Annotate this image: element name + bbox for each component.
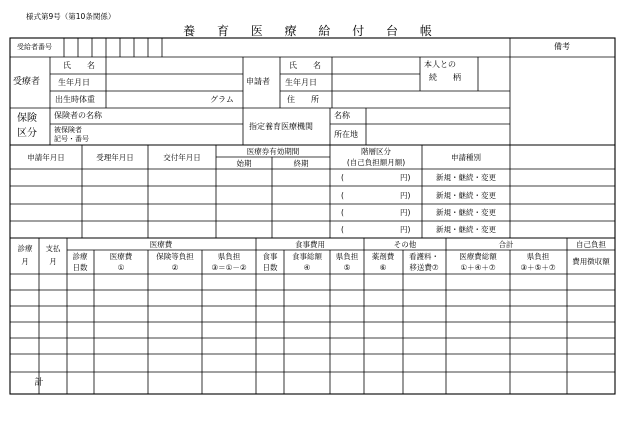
received-date-header: 受理年月日: [96, 153, 134, 162]
applicant-address-label: 住 所: [287, 95, 319, 104]
medical-cost-label-1: 医療費: [109, 252, 133, 261]
tier-header: 階層区分: [361, 147, 391, 156]
application-type-value: 新規・継続・変更: [436, 225, 496, 234]
total-prefecture-label-2: ③＋⑤＋⑦: [520, 263, 556, 272]
application-type-value: 新規・継続・変更: [436, 191, 496, 200]
nursing-cost-label-1: 看護料・: [409, 252, 439, 261]
medical-cost-label-2: ①: [117, 263, 125, 272]
relation-label-1: 本人との: [424, 60, 456, 69]
meal-days-label-2: 日数: [262, 263, 278, 272]
weight-unit: グラム: [210, 95, 234, 104]
insurance-label-1: 保険: [17, 113, 37, 124]
form-number: 様式第9号（第10条関係）: [26, 12, 116, 21]
tier-open-paren: (: [341, 191, 344, 200]
meal-cost-group: 食事費用: [295, 240, 325, 249]
payment-month-label-2: 月: [49, 257, 57, 266]
tier-unit: 円): [400, 191, 411, 200]
self-burden-group: 自己負担: [576, 240, 606, 249]
prefecture-burden-label-2: ③＝①－②: [211, 263, 247, 272]
tier-open-paren: (: [341, 208, 344, 217]
tier-unit: 円): [400, 173, 411, 182]
tier-unit: 円): [400, 225, 411, 234]
tier-unit: 円): [400, 208, 411, 217]
patient-birth-label: 生年月日: [58, 78, 90, 87]
drug-cost-label-2: ⑥: [379, 263, 387, 272]
patient-section-label: 受療者: [13, 77, 41, 87]
insured-label-2: 記号・番号: [54, 135, 89, 143]
insurance-label-2: 区分: [17, 128, 37, 139]
prefecture-burden-label-1: 県負担: [217, 252, 241, 261]
insurance-burden-label-2: ②: [171, 263, 179, 272]
total-medical-label-1: 医療費総額: [459, 252, 497, 261]
application-type-value: 新規・継続・変更: [436, 173, 496, 182]
recipient-number-label: 受給者番号: [17, 43, 52, 51]
medical-days-label-2: 日数: [72, 263, 88, 272]
validity-start-header: 始期: [236, 159, 252, 168]
tier-open-paren: (: [341, 173, 344, 182]
insured-label-1: 被保険者: [54, 126, 82, 134]
institution-name-label: 名称: [334, 111, 350, 120]
meal-total-label-2: ④: [303, 263, 311, 272]
tier-open-paren: (: [341, 225, 344, 234]
total-medical-label-2: ①＋④＋⑦: [460, 263, 496, 272]
application-type-header: 申請種別: [451, 153, 481, 162]
other-cost-group: その他: [393, 240, 417, 249]
total-group: 合計: [498, 240, 514, 249]
institution-label: 指定養育医療機関: [249, 122, 313, 131]
page-title: 養 育 医 療 給 付 台 帳: [183, 24, 441, 38]
issued-date-header: 交付年月日: [163, 153, 201, 162]
institution-location-label: 所在地: [334, 130, 358, 139]
total-prefecture-label-1: 県負担: [526, 252, 550, 261]
meal-days-label-1: 食事: [262, 252, 278, 261]
self-fee-label: 費用徴収額: [572, 257, 610, 266]
drug-cost-label-1: 薬剤費: [371, 252, 395, 261]
patient-weight-label: 出生時体重: [55, 95, 95, 104]
treatment-month-label-2: 月: [21, 257, 29, 266]
validity-header: 医療券有効期間: [246, 147, 300, 156]
applicant-section-label: 申請者: [246, 77, 270, 86]
medical-days-label-1: 診療: [72, 252, 88, 261]
insurance-burden-label-1: 保険等負担: [156, 252, 194, 261]
meal-total-label-1: 食事総額: [292, 252, 322, 261]
meal-prefecture-label-2: ⑤: [343, 263, 351, 272]
payment-month-label-1: 支払: [45, 244, 61, 253]
treatment-month-label-1: 診療: [17, 244, 33, 253]
meal-prefecture-label-1: 県負担: [335, 252, 359, 261]
sum-row-label: 計: [34, 378, 44, 388]
relation-label-2: 続 柄: [429, 73, 461, 82]
applicant-name-label: 氏 名: [289, 61, 321, 70]
patient-name-label: 氏 名: [63, 61, 95, 70]
nursing-cost-label-2: 移送費⑦: [409, 263, 439, 272]
application-type-value: 新規・継続・変更: [436, 208, 496, 217]
applicant-birth-label: 生年月日: [285, 78, 317, 87]
remarks-label: 備考: [554, 42, 570, 51]
applied-date-header: 申請年月日: [27, 153, 65, 162]
medical-cost-group: 医療費: [149, 240, 173, 249]
insurer-name-label: 保険者の名称: [54, 111, 102, 120]
validity-end-header: 終期: [293, 159, 309, 168]
tier-sub-header: (自己負担額月額): [346, 158, 406, 167]
